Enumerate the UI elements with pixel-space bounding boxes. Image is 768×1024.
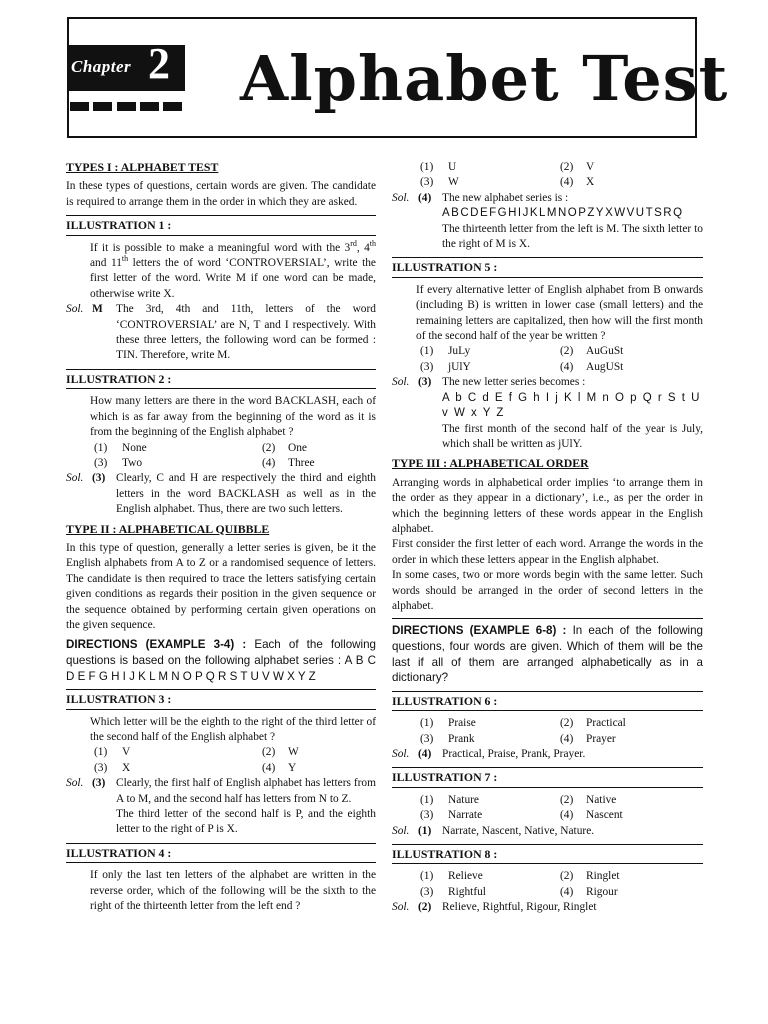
illustration-heading: ILLUSTRATION 5 : xyxy=(392,257,703,277)
solution: Sol. (3) Clearly, the first half of English alphabet has letters from A to M, and the second half has letters from N to Z. The third letter of the second half is P, and the eighth letter to the right of P is X. xyxy=(66,777,376,836)
directions-text: DIRECTIONS (EXAMPLE 3-4) : Each of the following questions is based on the following alphabet series : A B C D E F G H I J K L M N O P Q R S T U V W X Y Z xyxy=(66,638,376,683)
solution: Sol. (4) The new alphabet series is : ABCDEFGHIJKLMNOPZYXWVUTSRQ The thirteenth letter from the left is M. The sixth letter to the right of M is X. xyxy=(392,191,703,251)
solution: Sol. (4) Practical, Praise, Prank, Prayer. xyxy=(392,747,586,760)
section-text: In this type of question, generally a letter series is given, be it the English alphabets from A to Z or a randomised sequence of letters. The candidate is then required to trace the letters satisfying certain given conditions as regards their position in the given sequence or the sequence obtained by performing certain given operations on the given sequence. xyxy=(66,541,376,631)
section-heading: TYPE III : ALPHABETICAL ORDER xyxy=(392,456,589,471)
solution: Sol. M The 3rd, 4th and 11th, letters of the word ‘CONTROVERSIAL’ are N, T and I respectively. With these three letters, the following word can be formed : TIN. Therefore, write M. xyxy=(66,303,376,362)
question-text: Which letter will be the eighth to the right of the third letter of the second half of the English alphabet ? xyxy=(90,715,376,743)
chapter-number: 2 xyxy=(148,39,170,88)
right-column xyxy=(392,160,703,916)
illustration-heading: ILLUSTRATION 4 : xyxy=(66,843,376,863)
section-text: In some cases, two or more words begin with the same letter. Such words should be arranged in the order of second letters in the alphabet. xyxy=(392,569,703,612)
options: (1) U (2) V (3) W (4) X xyxy=(420,161,595,189)
solution: Sol. (1) Narrate, Nascent, Native, Nature. xyxy=(392,824,595,837)
options: (1) None (2) One (3) Two (4) Three xyxy=(94,441,315,469)
options: (1) Relieve (2) Ringlet (3) Rightful (4) Rigour xyxy=(420,870,620,898)
options: (1) Praise (2) Practical (3) Prank (4) Prayer xyxy=(420,717,626,745)
section-heading: TYPES I : ALPHABET TEST xyxy=(66,160,219,174)
left-column xyxy=(66,160,376,914)
options: (1) V (2) W (3) X (4) Y xyxy=(94,746,299,774)
illustration-heading: ILLUSTRATION 1 : xyxy=(66,215,376,235)
illustration-heading: ILLUSTRATION 7 : xyxy=(392,767,703,787)
question-text: If every alternative letter of English alphabet from B onwards (including B) is written in lower case (small letters) and the remaining letters are capitalized, then how will the first month of the second half of the year be written ? xyxy=(416,283,703,343)
question-text: If only the last ten letters of the alphabet are written in the reverse order, which of the following will be the sixth to the right of the thirteenth letter from the left end ? xyxy=(90,869,376,913)
options: (1) JuLy (2) AuGuSt (3) jUlY (4) AugUSt xyxy=(420,345,624,373)
letter-series: A b C d E f G h I j K l M n O p Q r S t U v W x Y Z xyxy=(442,391,701,420)
solution: Sol. (3) Clearly, C and H are respectively the third and eighth letters in the word BACKLASH as well as in the English alphabet. Thus, there are two such letters. xyxy=(66,472,376,516)
solution: Sol. (2) Relieve, Rightful, Rigour, Ringlet xyxy=(392,901,597,914)
chapter-label: Chapter xyxy=(71,57,132,76)
question-text: If it is possible to make a meaningful word with the 3rd, 4th and 11th letters the of word ‘CONTROVERSIAL’, write the first letter of the word. Write M if one word can be made, otherwise write X. xyxy=(90,238,376,300)
illustration-heading: ILLUSTRATION 6 : xyxy=(392,691,703,711)
illustration-heading: ILLUSTRATION 8 : xyxy=(392,844,703,864)
section-text: Arranging words in alphabetical order implies ‘to arrange them in the order as they appear in a dictionary’, i.e., as per the order in which the beginning letters of these words appear in the English alphabet. xyxy=(392,476,703,535)
section-heading: TYPE II : ALPHABETICAL QUIBBLE xyxy=(66,521,270,536)
page-title: Alphabet Test xyxy=(240,42,729,115)
illustration-heading: ILLUSTRATION 3 : xyxy=(66,689,376,709)
chapter-dashes xyxy=(70,102,182,111)
section-text: First consider the first letter of each word. Arrange the words in the order in which these letters appear in the English alphabet. xyxy=(392,538,703,566)
question-text: How many letters are there in the word BACKLASH, each of which is as far away from the beginning of the word as it is from the beginning of the English alphabet ? xyxy=(90,395,376,439)
directions-text: DIRECTIONS (EXAMPLE 6-8) : In each of the following questions, four words are given. Which of them will be the last if all of them are arranged alphabetically as in a dictionary? xyxy=(392,624,703,685)
section-text: In these types of questions, certain words are given. The candidate is required to arrange them in the order in which they are asked. xyxy=(66,180,376,208)
solution: Sol. (3) The new letter series becomes : A b C d E f G h I j K l M n O p Q r S t U v W x Y Z The first month of the second half of the year is July, which shall be written as jUlY. xyxy=(392,376,703,450)
letter-series: ABCDEFGHIJKLMNOPZYXWVUTSRQ xyxy=(442,207,684,220)
options: (1) Nature (2) Native (3) Narrate (4) Nascent xyxy=(420,793,623,822)
illustration-heading: ILLUSTRATION 2 : xyxy=(66,369,376,389)
